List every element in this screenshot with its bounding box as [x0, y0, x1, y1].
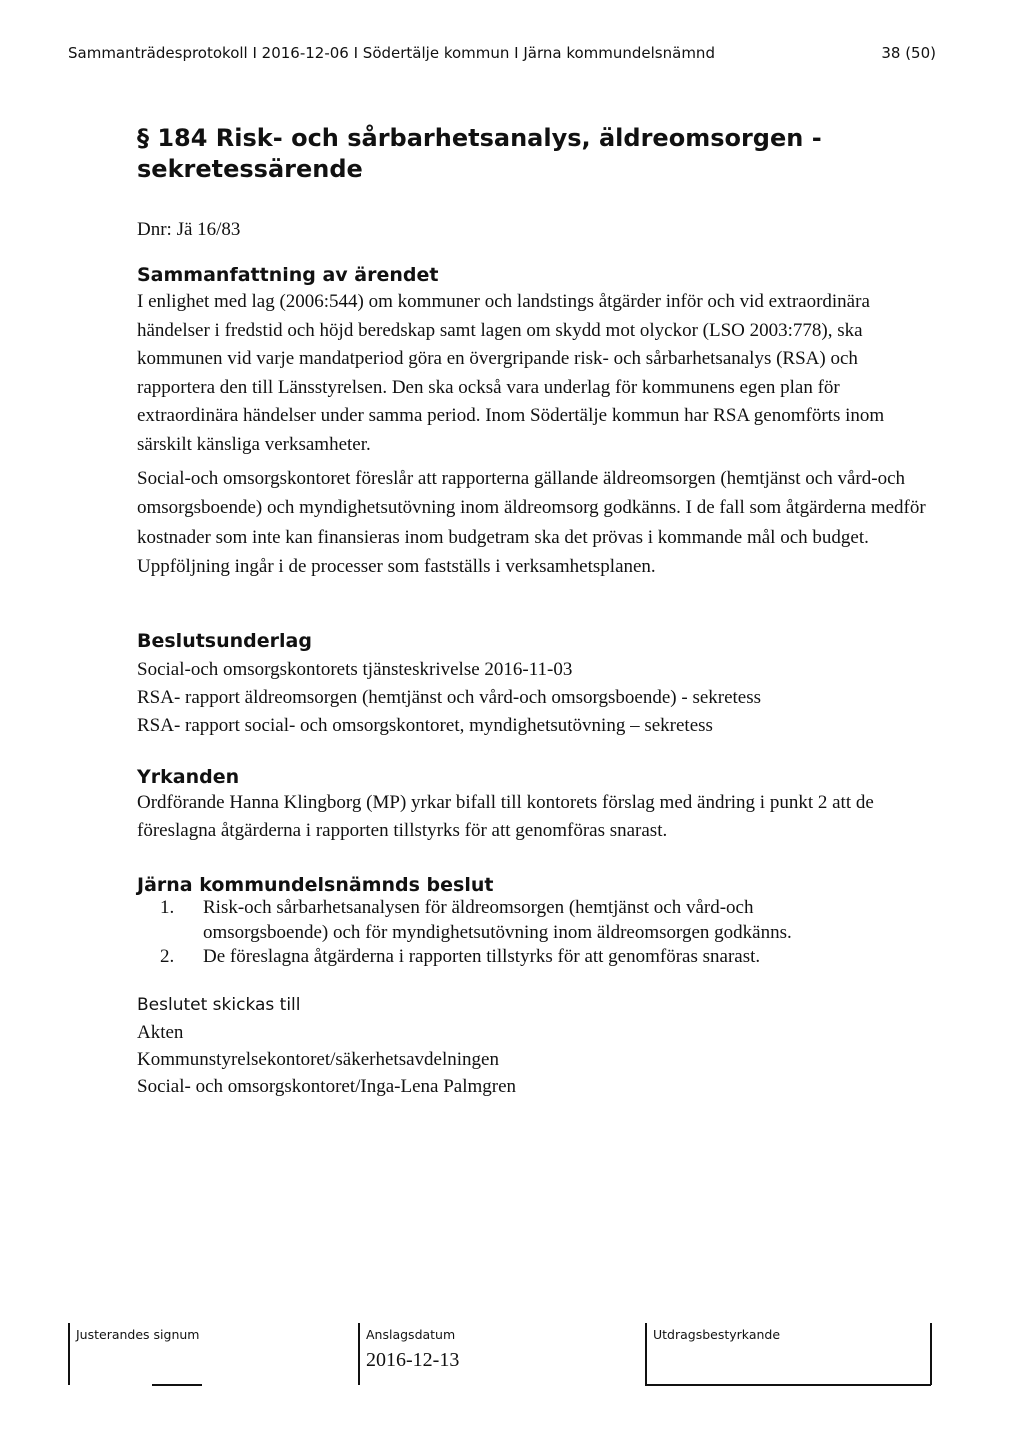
signature-label: Justerandes signum — [76, 1327, 200, 1342]
recipient-item: Akten — [137, 1022, 184, 1043]
posting-date-label: Anslagsdatum — [366, 1327, 456, 1342]
decision-item-number: 2. — [160, 946, 175, 967]
decision-heading: Järna kommundelsnämnds beslut — [137, 874, 494, 896]
claims-text: Ordförande Hanna Klingborg (MP) yrkar bifall till kontorets förslag med ändring i punkt 2 att de föreslagna åtgärderna i rapporten tillstyrks för att genomföras snarast. — [137, 792, 874, 841]
signature-cell — [68, 1323, 358, 1385]
decision-item — [160, 896, 860, 945]
basis-item: RSA- rapport social- och omsorgskontoret, myndighetsutövning – sekretess — [137, 715, 713, 736]
decision-item-number: 1. — [160, 897, 175, 918]
recipient-item: Kommunstyrelsekontoret/säkerhetsavdelningen — [137, 1049, 499, 1070]
header-meta: Sammanträdesprotokoll I 2016-12-06 I Södertälje kommun I Järna kommundelsnämnd — [68, 44, 715, 62]
recipients-list — [137, 1019, 516, 1100]
basis-item: Social-och omsorgskontorets tjänsteskrivelse 2016-11-03 — [137, 659, 573, 680]
posting-date-cell — [358, 1323, 645, 1385]
basis-list — [137, 656, 937, 740]
summary-heading: Sammanfattning av ärendet — [137, 264, 439, 286]
case-number: Dnr: Jä 16/83 — [137, 219, 241, 240]
basis-heading: Beslutsunderlag — [137, 630, 312, 652]
decision-item-text: Risk-och sårbarhetsanalysen för äldreomsorgen (hemtjänst och vård-och omsorgsboende) och för myndighetsutövning inom äldreomsorgen godkänns. — [203, 897, 792, 943]
decision-item-text: De föreslagna åtgärderna i rapporten tillstyrks för att genomföras snarast. — [203, 946, 761, 967]
certification-cell — [645, 1323, 930, 1385]
decision-item — [160, 945, 860, 970]
summary-paragraph-2: Social-och omsorgskontoret föreslår att rapporterna gällande äldreomsorgen (hemtjänst och vård-och omsorgsboende) och myndighetsutövning inom äldreomsorg godkänns. I de fall som åtgärderna medför kostnader som inte kan finansieras inom budgetram ska det prövas i kommande mål och budget. Uppföljning ingår i de processer som fastställs i verksamhetsplanen. — [137, 468, 926, 578]
document-title: § 184 Risk- och sårbarhetsanalys, äldreomsorgen - sekretessärende — [137, 124, 822, 183]
summary-paragraph-1: I enlighet med lag (2006:544) om kommuner och landstings åtgärder inför och vid extraordinära händelser i fredstid och höjd beredskap samt lagen om skydd mot olyckor (LSO 2003:778), ska kommunen vid varje mandatperiod göra en övergripande risk- och sårbarhetsanalys (RSA) och rapportera den till Länsstyrelsen. Den ska också vara underlag för kommunens egen plan för extraordinära händelser under samma period. Inom Södertälje kommun har RSA genomförts inom särskilt känsliga verksamheter. — [137, 291, 885, 455]
certification-label: Utdragsbestyrkande — [653, 1327, 781, 1342]
footer-divider — [930, 1323, 932, 1385]
decision-list — [160, 896, 860, 970]
page-number: 38 (50) — [881, 44, 936, 62]
claims-heading: Yrkanden — [137, 766, 240, 788]
recipients-label: Beslutet skickas till — [137, 995, 301, 1015]
posting-date-value: 2016-12-13 — [366, 1349, 460, 1371]
recipient-item: Social- och omsorgskontoret/Inga-Lena Palmgren — [137, 1076, 517, 1097]
basis-item: RSA- rapport äldreomsorgen (hemtjänst och vård-och omsorgsboende) - sekretess — [137, 687, 762, 708]
